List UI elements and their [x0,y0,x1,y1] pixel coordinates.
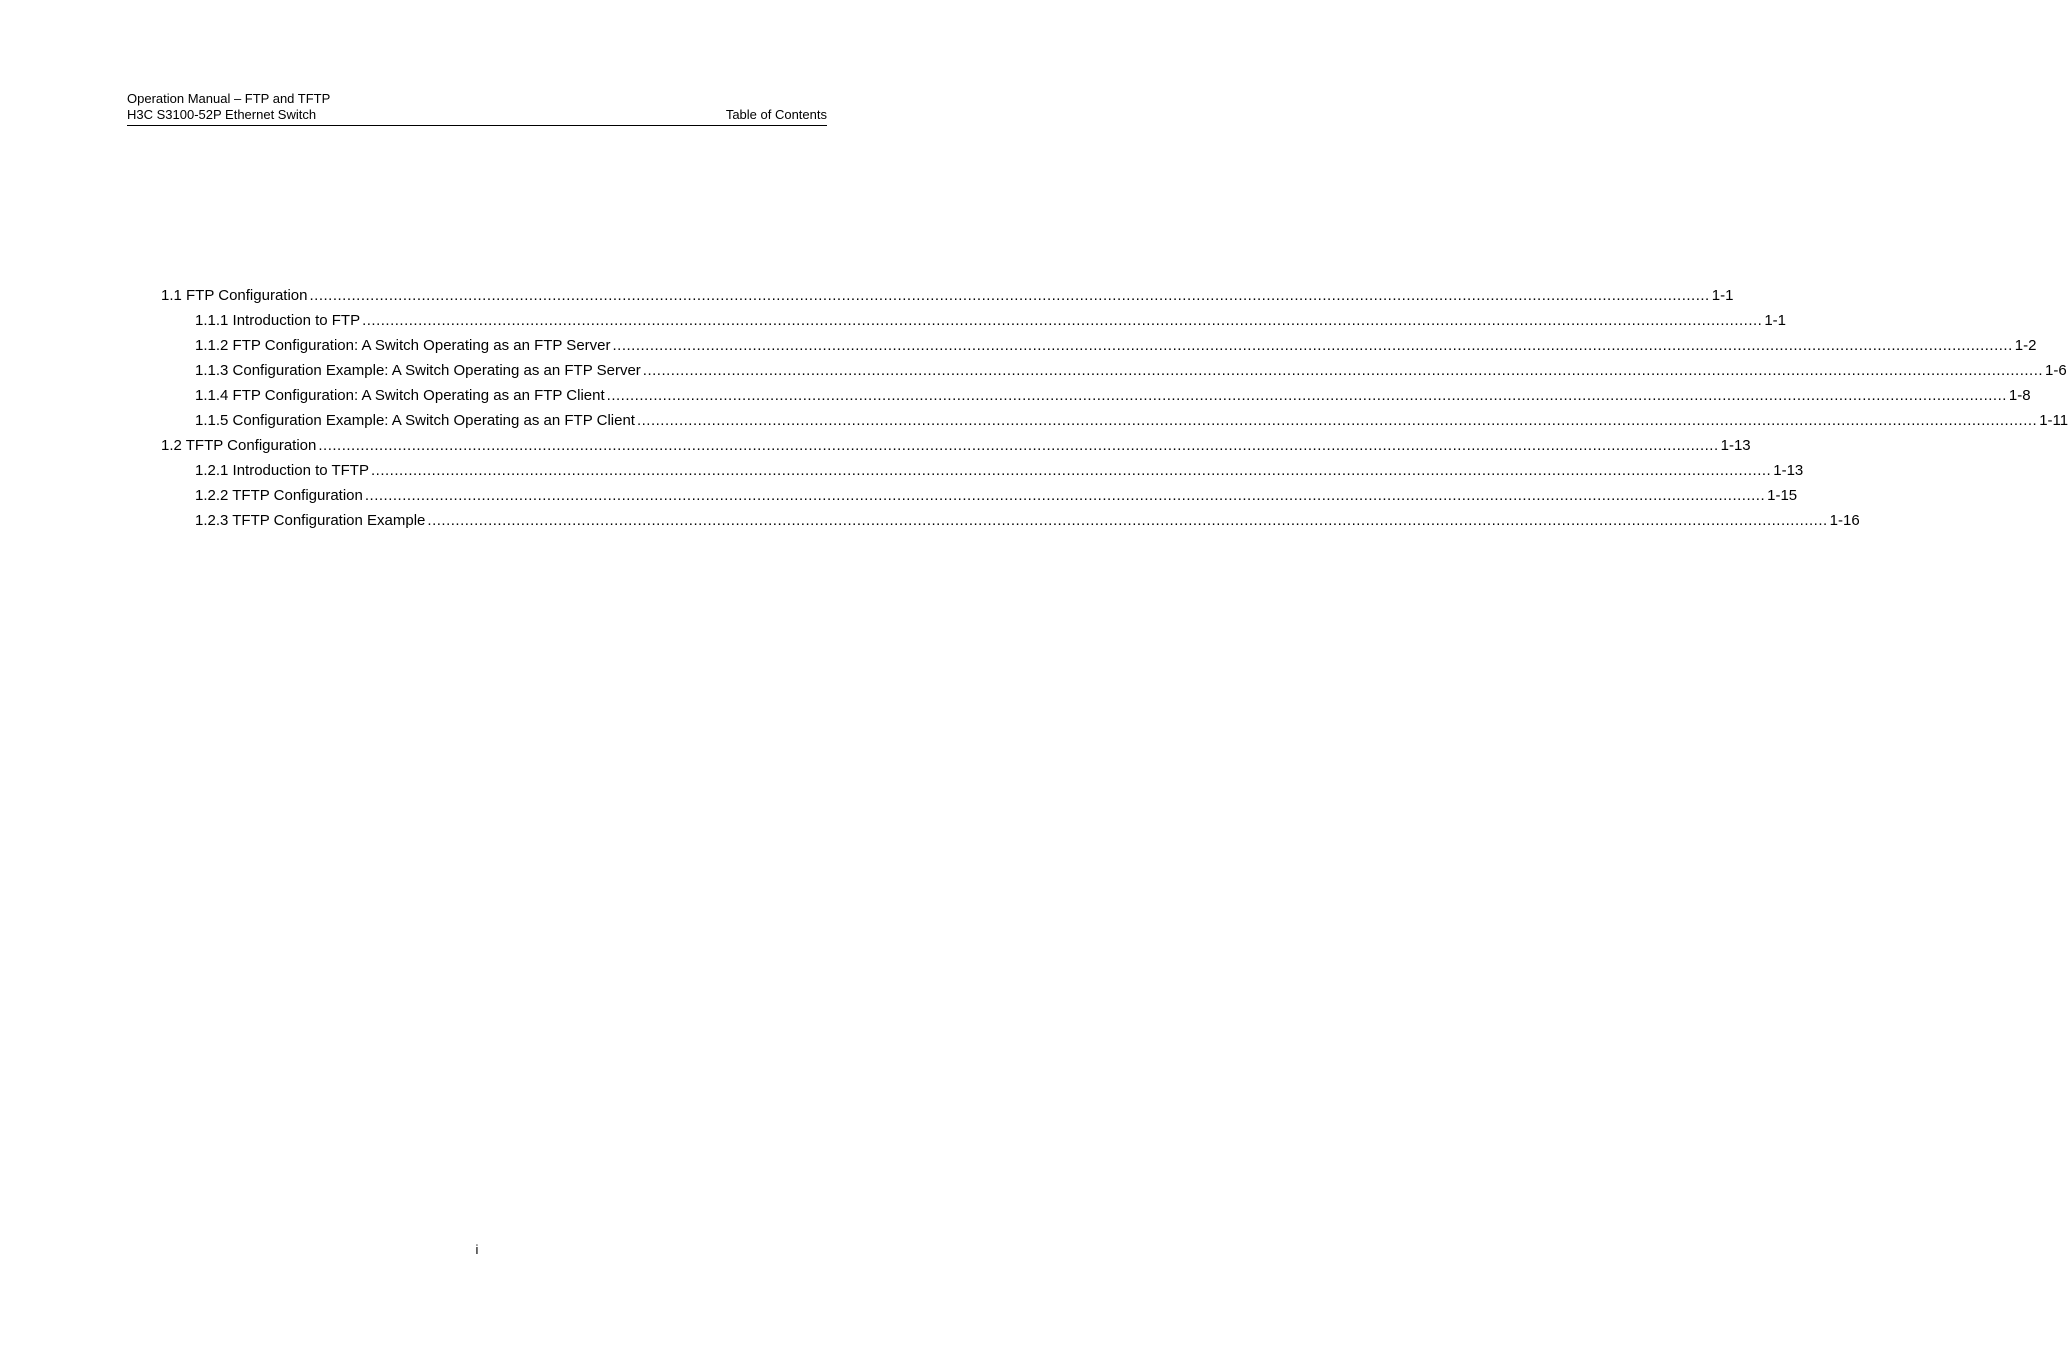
table-of-contents [161,286,2068,536]
toc-entry-page: 1-16 [1829,512,1860,529]
toc-dot-leader: ............................................................................................................................................................................................................................................................................................................ [642,362,2044,379]
toc-entry-title: 1.1.3 Configuration Example: A Switch Operating as an FTP Server [195,362,641,379]
toc-entry[interactable] [161,336,2037,361]
toc-entry-title: 1.1.2 FTP Configuration: A Switch Operating as an FTP Server [195,337,611,354]
toc-entry[interactable] [161,311,1787,336]
toc-entry-title: 1.1.1 Introduction to FTP [195,312,361,329]
toc-dot-leader: ............................................................................................................................................................................................................................................................................................................ [318,437,1719,454]
toc-dot-leader: ............................................................................................................................................................................................................................................................................................................ [309,287,1710,304]
page-header [127,91,827,126]
toc-entry-page: 1-15 [1767,487,1798,504]
toc-entry-page: 1-2 [2014,337,2037,354]
header-product-name: H3C S3100-52P Ethernet Switch [127,107,317,122]
toc-entry-page: 1-13 [1720,437,1751,454]
toc-entry-title: 1.1 FTP Configuration [161,287,308,304]
header-section-name: Table of Contents [725,107,827,122]
toc-entry[interactable] [161,436,1751,461]
toc-entry-page: 1-13 [1773,462,1804,479]
toc-entry[interactable] [161,386,2031,411]
toc-entry-title: 1.2.1 Introduction to TFTP [195,462,369,479]
toc-entry-page: 1-11 [2039,412,2068,429]
toc-entry-title: 1.1.5 Configuration Example: A Switch Operating as an FTP Client [195,412,635,429]
header-manual-title: Operation Manual – FTP and TFTP [127,91,331,106]
toc-dot-leader: ............................................................................................................................................................................................................................................................................................................ [370,462,1772,479]
toc-dot-leader: ............................................................................................................................................................................................................................................................................................................ [362,312,1763,329]
toc-entry-title: 1.1.4 FTP Configuration: A Switch Operating as an FTP Client [195,387,605,404]
toc-dot-leader: ............................................................................................................................................................................................................................................................................................................ [427,512,1828,529]
toc-dot-leader: ............................................................................................................................................................................................................................................................................................................ [612,337,2013,354]
toc-dot-leader: ............................................................................................................................................................................................................................................................................................................ [636,412,2038,429]
toc-entry-title: 1.2 TFTP Configuration [161,437,317,454]
toc-entry[interactable] [161,511,1860,536]
toc-entry-page: 1-6 [2045,362,2067,379]
toc-entry[interactable] [161,461,1804,486]
toc-entry[interactable] [161,286,1734,311]
toc-entry-title: 1.2.3 TFTP Configuration Example [195,512,426,529]
toc-entry-page: 1-1 [1764,312,1787,329]
toc-entry[interactable] [161,411,2068,436]
toc-entry-page: 1-1 [1711,287,1734,304]
toc-entry[interactable] [161,486,1798,511]
toc-dot-leader: ............................................................................................................................................................................................................................................................................................................ [606,387,2007,404]
page-number: i [475,1242,479,1257]
toc-dot-leader: ............................................................................................................................................................................................................................................................................................................ [364,487,1766,504]
toc-entry-page: 1-8 [2008,387,2031,404]
toc-entry-title: 1.2.2 TFTP Configuration [195,487,363,504]
header-document-info [127,91,330,123]
toc-entry[interactable] [161,361,2067,386]
